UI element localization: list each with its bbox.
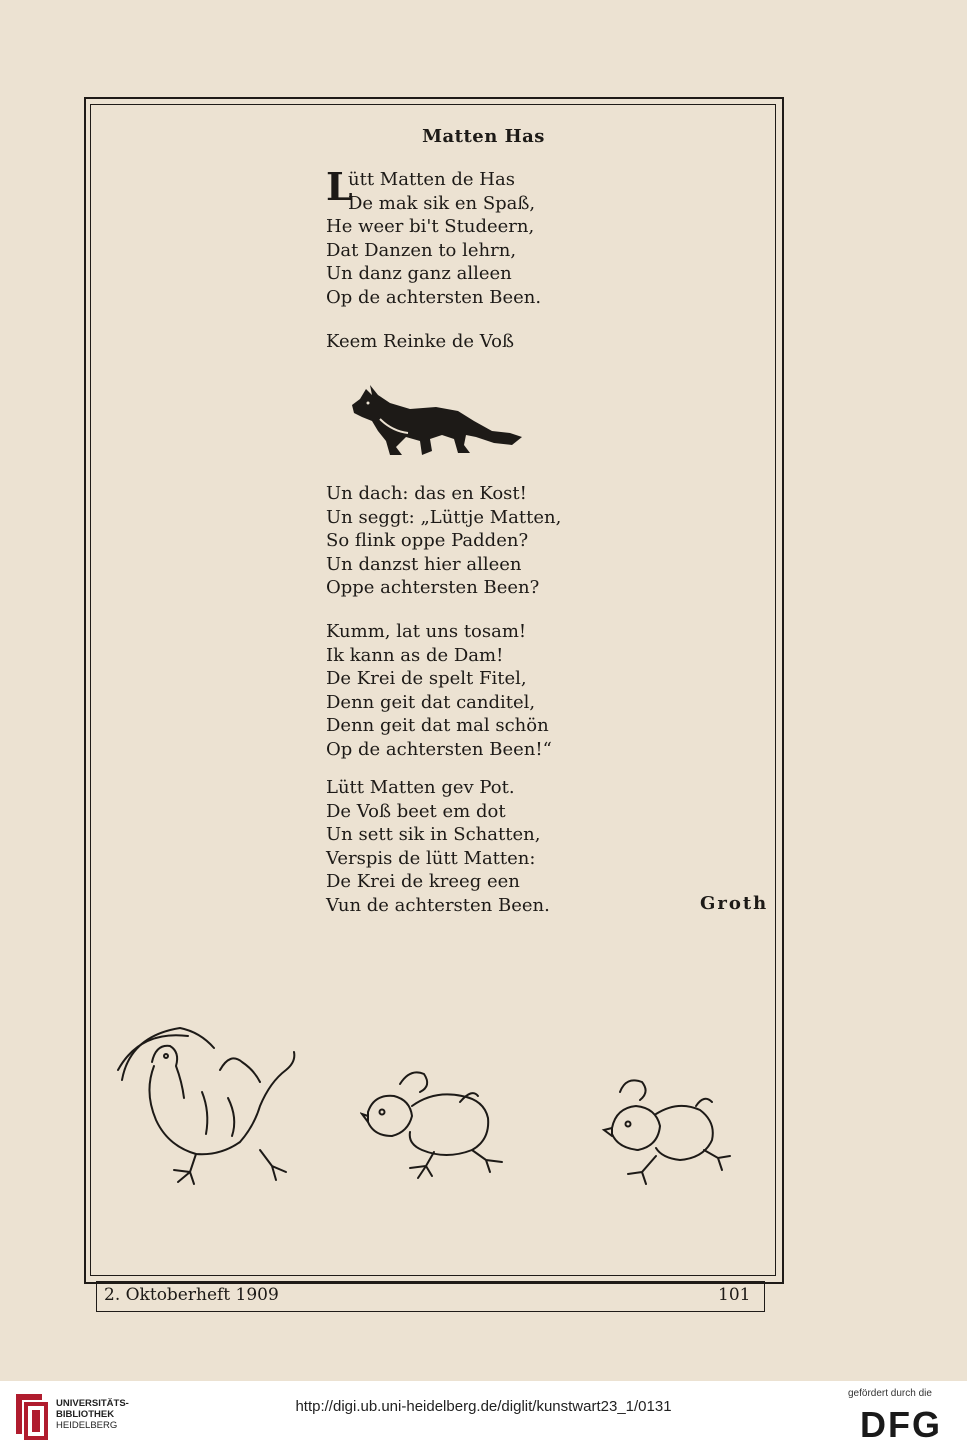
poem-line: Denn geit dat canditel, (326, 691, 536, 713)
funding-note: gefördert durch die (848, 1388, 932, 1399)
poem-line: Un danz ganz alleen (326, 263, 512, 284)
poem-line: Lütt Matten gev Pot. (326, 777, 515, 798)
poem-line: Un danzst hier alleen (326, 553, 522, 575)
permalink-url[interactable]: http://digi.ub.uni-heidelberg.de/diglit/kunstwart23_1/0131 (295, 1398, 672, 1415)
poem-line: Ik kann as de Dam! (326, 644, 504, 666)
fox-illustration (346, 381, 526, 461)
rooster-illustration (110, 1022, 300, 1188)
poem-line: Oppe achtersten Been? (326, 577, 540, 598)
poem-line: De Krei de kreeg een (326, 871, 520, 892)
poem-title: Matten Has (422, 126, 545, 147)
poem-line: So flink oppe Padden? (326, 530, 529, 551)
library-bar (0, 1381, 967, 1451)
institution-line: BIBLIOTHEK (56, 1409, 115, 1420)
poem-line: Keem Reinke de Voß (326, 331, 514, 352)
poem-line: Vun de achtersten Been. (326, 894, 550, 916)
poem-line: Kumm, lat uns tosam! (326, 621, 527, 642)
institution-line: UNIVERSITÄTS- (56, 1398, 129, 1409)
poem-line: Denn geit dat mal schön (326, 715, 549, 736)
poem-line: Op de achtersten Been. (326, 286, 542, 308)
poem-line: De mak sik en Spaß, (348, 192, 536, 214)
stanza-2 (326, 330, 514, 354)
stanza-4 (326, 620, 552, 761)
dfg-logo: DFG (860, 1404, 942, 1445)
poem-line: Op de achtersten Been!“ (326, 738, 552, 760)
stanza-1 (326, 164, 542, 309)
poem-author: Groth (700, 893, 769, 914)
poem-line: ütt Matten de Has (348, 169, 515, 190)
stanza-5 (326, 776, 550, 917)
poem-line: De Krei de spelt Fitel, (326, 668, 527, 689)
chick-illustration (360, 1066, 516, 1182)
poem-line: Verspis de lütt Matten: (326, 847, 536, 869)
poem-line: Un sett sik in Schatten, (326, 824, 541, 845)
poem-line: De Voß beet em dot (326, 800, 506, 822)
stanza-3 (326, 482, 561, 600)
institution-line: HEIDELBERG (56, 1420, 118, 1431)
issue-label: 2. Oktoberheft 1909 (104, 1285, 279, 1305)
poem-line: Dat Danzen to lehrn, (326, 239, 517, 261)
chick-illustration (600, 1074, 734, 1186)
page-number: 101 (718, 1285, 751, 1305)
poem-line: He weer bi't Studeern, (326, 216, 535, 237)
poem-line: Un seggt: „Lüttje Matten, (326, 506, 562, 528)
poem-line: Un dach: das en Kost! (326, 483, 527, 504)
poem-dropcap: L (326, 164, 353, 209)
